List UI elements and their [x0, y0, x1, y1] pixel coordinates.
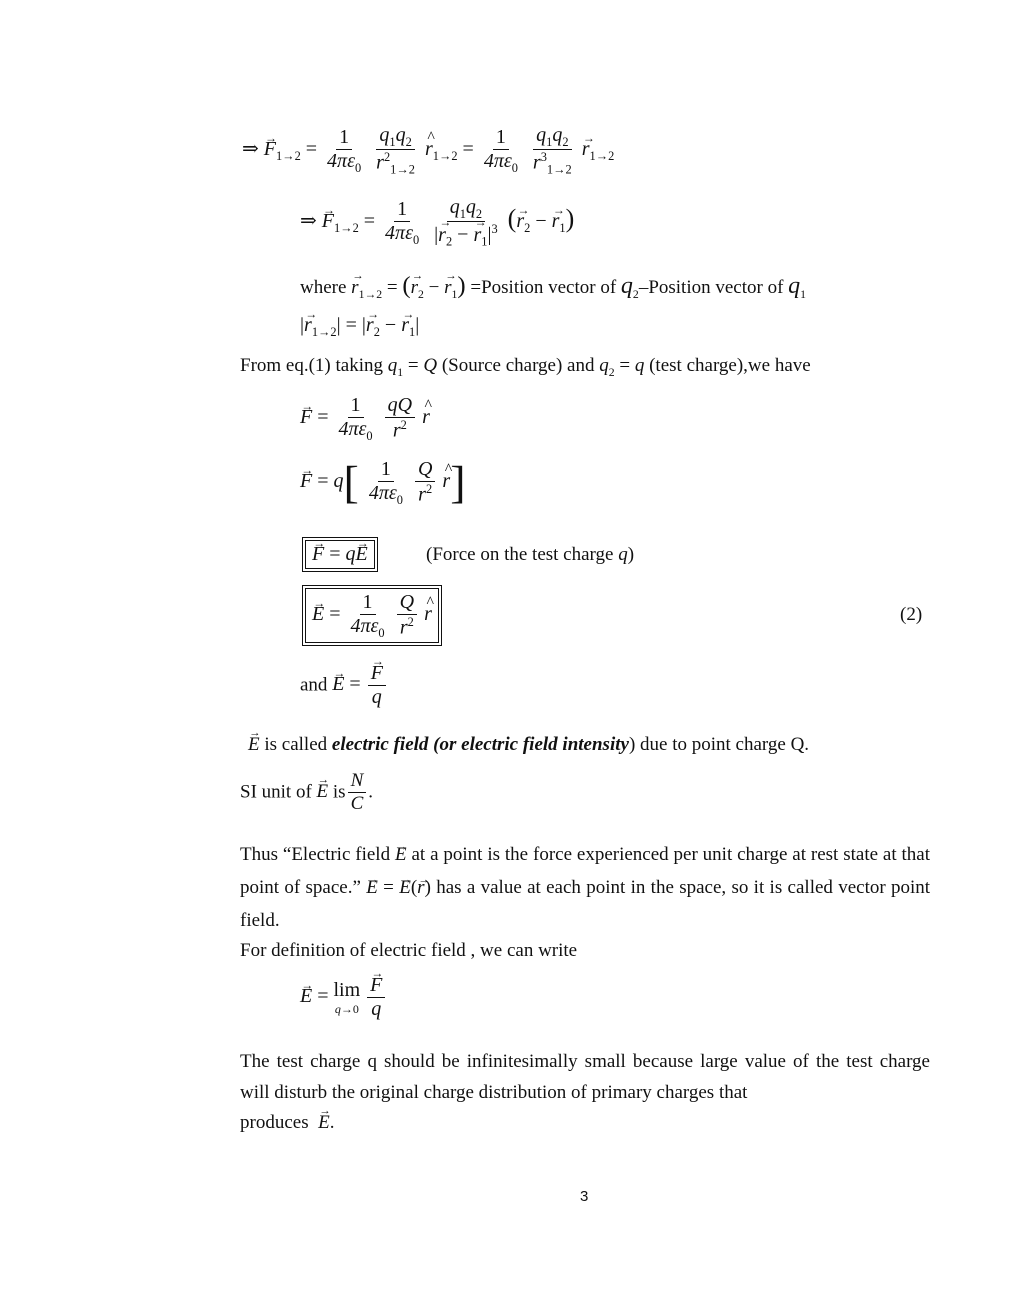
equation-field-point-charge-box: → E = $\frac{1}{4\pi\varepsilon_0}$ $\frac{Q}{r^2}$ ^ r: [305, 588, 439, 643]
equation-field-limit: → E = lim q→0 → $\frac{F}{q}$: [300, 974, 387, 1021]
equation-force-factored: → F = q[ $\frac{1}{4\pi\varepsilon_0}$ $\frac{Q}{r^2}$ ^ r]: [300, 458, 466, 507]
equation-force-source-test: → F = $\frac{1}{4\pi\varepsilon_0}$ $\frac{qQ}{r^2}$ ^ r: [300, 394, 430, 443]
and-field-ratio: and → E = → $\frac{F}{q}$: [300, 662, 388, 709]
position-desc-1: =Position vector of: [470, 277, 617, 298]
vector-point-text: called vector point field.: [240, 877, 931, 931]
electric-field-definition-line: → E is called electric field (or electric field intensity) due to point charge Q.: [248, 734, 809, 756]
state-text-2: has a value at each point in the space, so it is: [436, 877, 783, 898]
from-eq-line: From eq.(1) taking $q_1 = Q$ (Source charge) and $q_2 = q$ (test charge),we have: [240, 355, 811, 379]
test-charge-text: (test charge),we have: [649, 355, 811, 376]
page-number: 3: [580, 1188, 589, 1205]
equation-coulomb-position-form: ⇒ → $F_{1\to 2}$ = $\frac{1}{4\pi\varepsilon_0}$ $\frac{q_1q_2}{|\to r_2 - \to r_1|^3}$ (→ $r_2$ − → $r_1$): [300, 196, 574, 249]
for-definition-line: For definition of electric field , we can write: [240, 940, 578, 961]
and-label: and: [300, 674, 328, 696]
thus-text-2: at a point is the force experienced per unit charge at rest: [411, 844, 839, 865]
force-on-test-text: (Force on the test charge: [426, 544, 614, 565]
equation-number: (2): [900, 604, 923, 625]
si-unit-line: SI unit of → E is $\frac{N}{C}$ .: [240, 770, 373, 815]
called-bold: electric field (or electric field intensity: [331, 734, 629, 755]
produces-line: produces → E.: [240, 1112, 334, 1134]
source-charge-text: (Source charge) and: [441, 355, 595, 376]
thus-paragraph: Thus “Electric field → E at a point is the force experienced per unit charge at rest state at that point of space.” → E = → E(→ r) has a value at each point in the space, so it is called vector point field.: [240, 838, 930, 937]
si-unit-is: is: [332, 781, 346, 803]
state-text-1: state at that point of space.”: [240, 844, 931, 898]
equation-coulomb-vector-form: ⇒ → $F_{1\to 2}$ = $\frac{1}{4\pi\varepsilon_0}$ $\frac{q_1q_2}{r^2_{1\to 2}}$ ^ $r_{1\to 2}$ = $\frac{1}{4\pi\varepsilon_0}$ $\frac{q_1q_2}{r^3_{1\to 2}}$ → $r_{1\to 2}$: [242, 124, 614, 177]
test-small-2: charge will disturb the original charge distribution of primary charges that: [240, 1051, 930, 1103]
where-label: where: [300, 277, 347, 298]
where-line: where → $r_{1\to 2}$ = (→ $r_2$ − → $r_1$) =Position vector of $q_2$–Position vector of $q_1$: [300, 272, 806, 302]
called-pre: is called: [259, 734, 332, 755]
test-small-1: The test charge q should be infinitesimally small because large value of the test: [240, 1051, 873, 1072]
produces-text: produces: [240, 1112, 309, 1133]
test-charge-paragraph: [240, 1046, 930, 1108]
position-desc-2: –Position vector of: [638, 277, 784, 298]
si-unit-label: SI unit of: [240, 781, 312, 803]
force-on-test-caption: (Force on the test charge q): [426, 544, 635, 565]
thus-text-1: Thus “Electric field: [240, 844, 391, 865]
equation-force-qe-box: → F = q→ E: [305, 540, 375, 569]
from-eq-text: From eq.(1) taking: [240, 355, 384, 376]
equation-r12-magnitude: |→ $r_{1\to 2}|$ = |→ $r_2$ − → $r_1|$: [300, 314, 419, 340]
called-post: ) due to point charge Q.: [628, 734, 810, 755]
force-on-test-close: ): [627, 544, 635, 565]
si-unit-period: .: [368, 781, 374, 803]
